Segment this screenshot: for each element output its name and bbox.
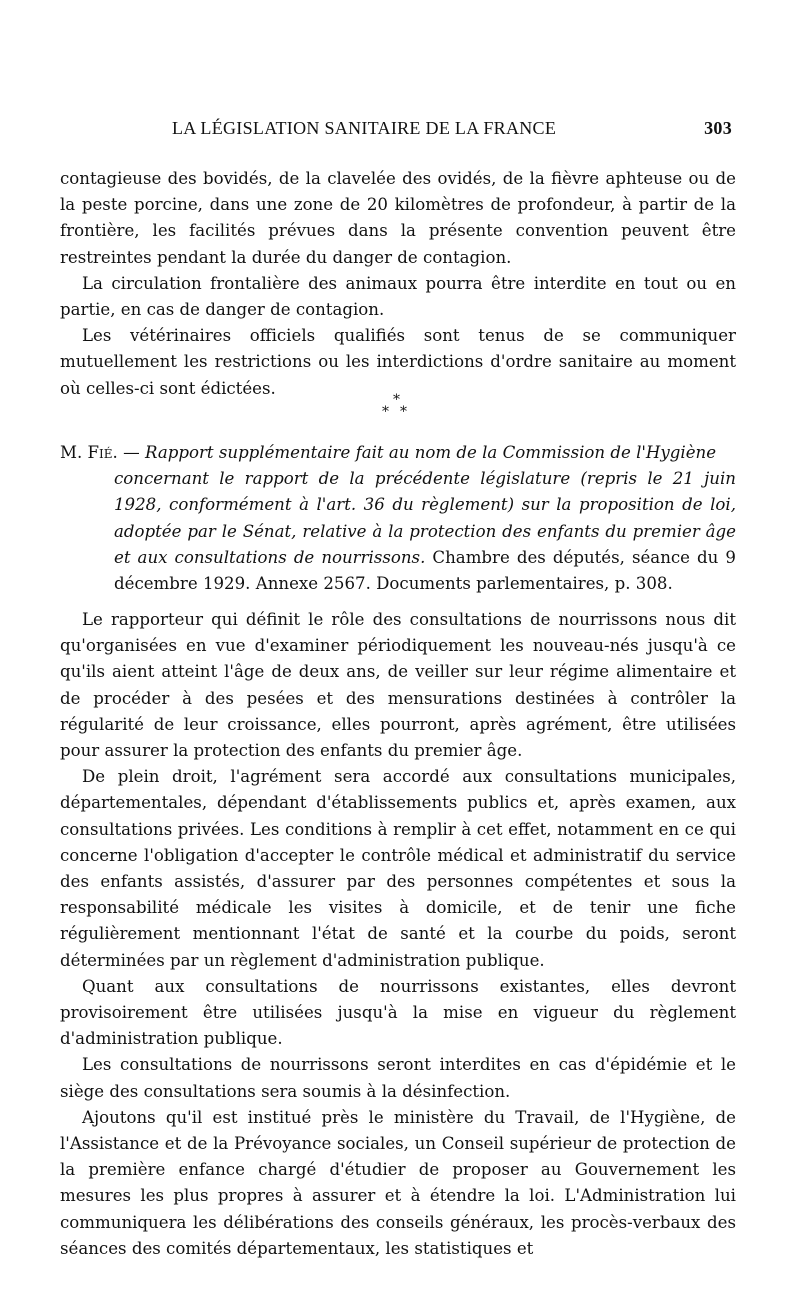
body-text-top	[60, 166, 736, 402]
paragraph: La circulation frontalière des animaux pourra être interdite en tout ou en partie, en cas de danger de contagion.	[60, 273, 736, 320]
reference-first-line	[60, 440, 736, 466]
asterisk: *	[400, 404, 407, 420]
paragraph: Les vétérinaires officiels qualifiés sont tenus de se communiquer mutuellement les restrictions ou les interdictions d'ordre sanitaire au moment où celles-ci sont édictées.	[60, 326, 736, 398]
paragraph: De plein droit, l'agrément sera accordé aux consultations municipales, départementales, dépendant d'établissements publics et, après examen, aux consultations privées. Les conditions à remplir à cet effet, notamment en ce qui concerne l'obligation d'accepter le contrôle médical et administratif du service des enfants assistés, d'assurer par des personnes compétentes et sous la responsabilité médicale les visites à domicile, et de tenir une fiche régulièrement mentionnant l'état de santé et la courbe du poids, seront déterminées par un règlement d'administration publique.	[60, 767, 736, 970]
paragraph: Le rapporteur qui définit le rôle des consultations de nourrissons nous dit qu'organisées en vue d'examiner périodiquement les nouveau-nés jusqu'à ce qu'ils aient atteint l'âge de deux ans, de veiller sur leur régime alimentaire et de procéder à des pesées et des mensurations destinées à contrôler la régularité de leur croissance, elles pourront, après agrément, être utilisées pour assurer la protection des enfants du premier âge.	[60, 610, 736, 761]
running-title: LA LÉGISLATION SANITAIRE DE LA FRANCE	[172, 118, 557, 138]
reference-title-first-line: Rapport supplémentaire fait au nom de la Commission de l'Hygiène	[144, 443, 717, 462]
bibliographic-reference	[60, 440, 736, 597]
page-number: 303	[704, 118, 732, 138]
paragraph: Quant aux consultations de nourrissons existantes, elles devront provisoirement être utilisées jusqu'à la mise en vigueur du règlement d'administration publique.	[60, 976, 736, 1049]
paragraph: Les consultations de nourrissons seront interdites en cas d'épidémie et le siège des consultations sera soumis à la désinfection.	[60, 1055, 736, 1101]
asterisk: *	[382, 404, 389, 420]
reference-author: M. Fié. —	[60, 443, 140, 462]
reference-source: Chambre des députés, séance du 9 décembre 1929. Annexe 2567. Documents parlementaires, p. 308.	[114, 547, 736, 594]
section-separator-asterism	[360, 392, 420, 432]
paragraph: contagieuse des bovidés, de la clavelée des ovidés, de la fièvre aphteuse ou de la peste porcine, dans une zone de 20 kilomètres de profondeur, à partir de la frontière, les facilités prévues dans la présente convention peuvent être restreintes pendant la durée du danger de contagion.	[60, 169, 736, 267]
body-text-bottom	[60, 607, 736, 1262]
reference-continuation	[60, 466, 736, 597]
paragraph: Ajoutons qu'il est institué près le ministère du Travail, de l'Hygiène, de l'Assistance et de la Prévoyance sociales, un Conseil supérieur de protection de la première enfance chargé d'étudier de proposer au Gouvernement les mesures les plus propres à assurer et à étendre la loi. L'Administration lui communiquera les délibérations des conseils généraux, les procès-verbaux des séances des comités départementaux, les statistiques et	[60, 1107, 736, 1258]
asterisk: *	[393, 392, 400, 408]
reference-title-rest: concernant le rapport de la précédente législature (repris le 21 juin 1928, conformément à l'art. 36 du règlement) sur la proposition de loi, adoptée par le Sénat, relative à la protection des enfants du premier âge et aux consultations de nourrissons.	[114, 469, 736, 567]
